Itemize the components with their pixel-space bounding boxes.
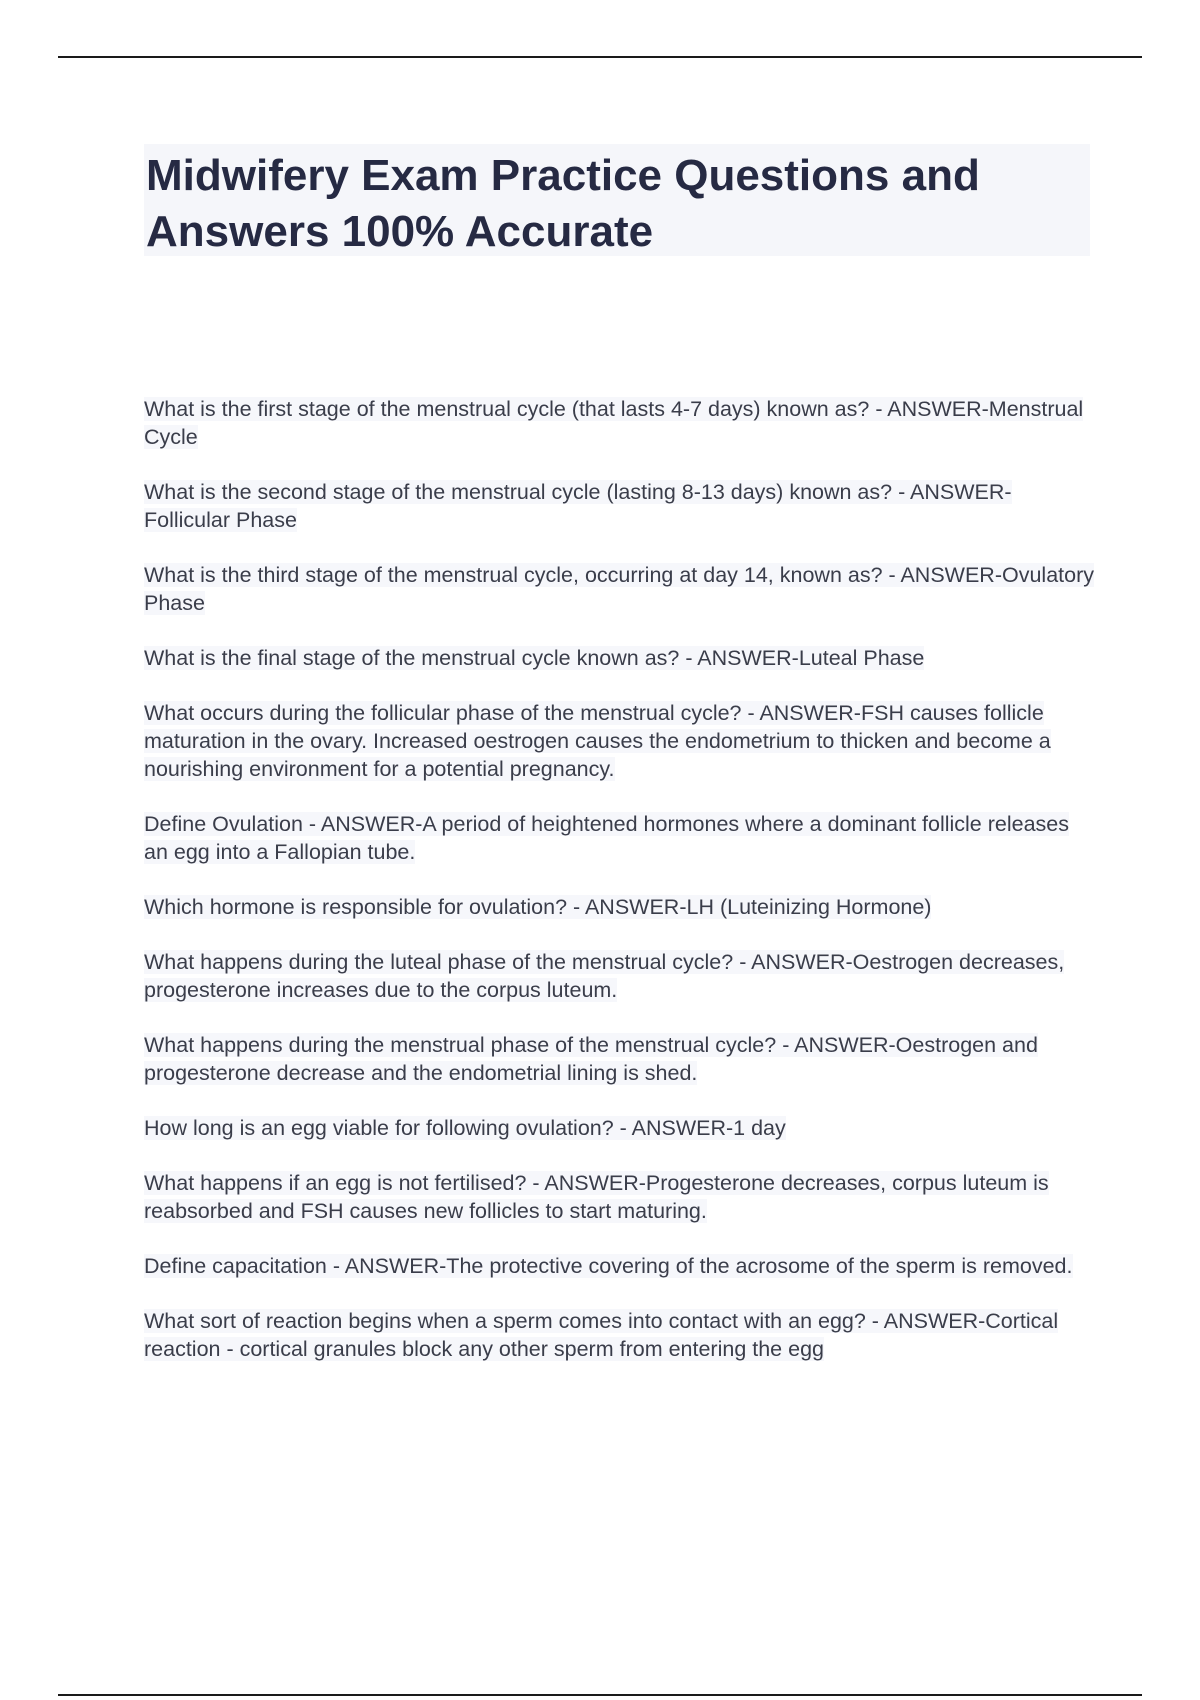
qa-item <box>144 810 1094 866</box>
qa-text: What happens during the luteal phase of the menstrual cycle? - ANSWER-Oestrogen decreases, progesterone increases due to the corpus luteum. <box>144 950 1065 1002</box>
qa-text: What is the first stage of the menstrual cycle (that lasts 4-7 days) known as? - ANSWER-Menstrual Cycle <box>144 397 1084 449</box>
qa-text: Which hormone is responsible for ovulation? - ANSWER-LH (Luteinizing Hormone) <box>144 895 932 919</box>
qa-item <box>144 699 1094 783</box>
qa-text: What sort of reaction begins when a sperm comes into contact with an egg? - ANSWER-Cortical reaction - cortical granules block any other sperm from entering the egg <box>144 1309 1059 1361</box>
qa-item <box>144 644 1094 672</box>
header-rule <box>58 56 1142 58</box>
qa-item <box>144 893 1094 921</box>
title-block <box>144 144 1090 256</box>
document-title: Midwifery Exam Practice Questions and Answers 100% Accurate <box>146 151 980 256</box>
qa-text: What occurs during the follicular phase of the menstrual cycle? - ANSWER-FSH causes follicle maturation in the ovary. Increased oestrogen causes the endometrium to thicken and become a nourishing environment for a potential pregnancy. <box>144 701 1051 781</box>
qa-item <box>144 1307 1094 1363</box>
qa-text: Define Ovulation - ANSWER-A period of heightened hormones where a dominant follicle releases an egg into a Fallopian tube. <box>144 812 1069 864</box>
qa-text: What is the second stage of the menstrual cycle (lasting 8-13 days) known as? - ANSWER-Follicular Phase <box>144 480 1012 532</box>
qa-item <box>144 395 1094 451</box>
qa-item <box>144 1114 1094 1142</box>
footer-rule <box>58 1694 1142 1696</box>
qa-item <box>144 561 1094 617</box>
qa-text: Define capacitation - ANSWER-The protective covering of the acrosome of the sperm is removed. <box>144 1254 1073 1278</box>
qa-text: What is the final stage of the menstrual cycle known as? - ANSWER-Luteal Phase <box>144 646 925 670</box>
qa-text: How long is an egg viable for following ovulation? - ANSWER-1 day <box>144 1116 786 1140</box>
qa-item <box>144 478 1094 534</box>
qa-item <box>144 1169 1094 1225</box>
qa-list <box>144 395 1094 1390</box>
qa-text: What is the third stage of the menstrual cycle, occurring at day 14, known as? - ANSWER-Ovulatory Phase <box>144 563 1094 615</box>
qa-text: What happens if an egg is not fertilised? - ANSWER-Progesterone decreases, corpus luteum is reabsorbed and FSH causes new follicles to start maturing. <box>144 1171 1049 1223</box>
qa-item <box>144 1031 1094 1087</box>
qa-text: What happens during the menstrual phase of the menstrual cycle? - ANSWER-Oestrogen and progesterone decrease and the endometrial lining is shed. <box>144 1033 1038 1085</box>
qa-item <box>144 1252 1094 1280</box>
qa-item <box>144 948 1094 1004</box>
